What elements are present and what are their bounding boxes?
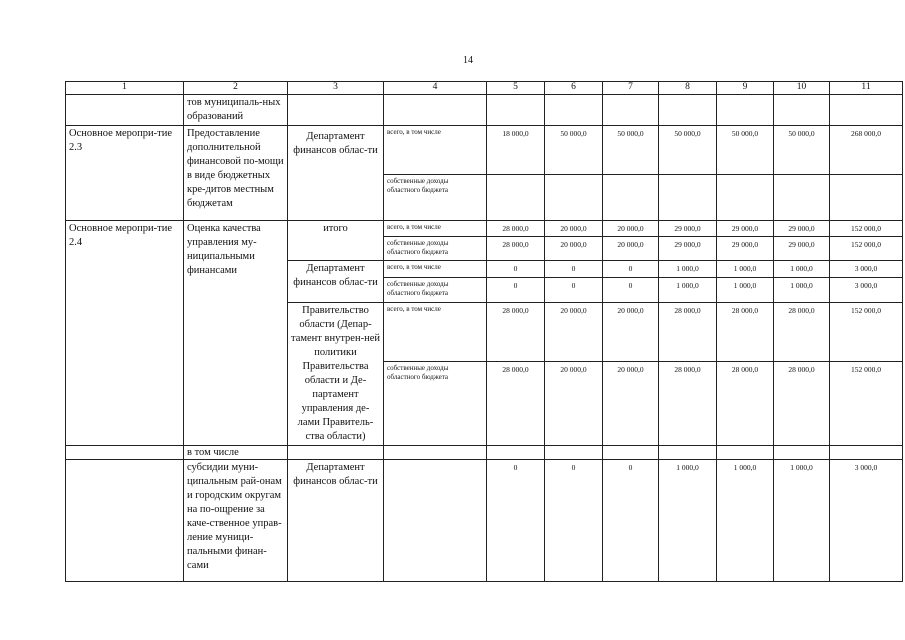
cell-value: 1 000,0	[659, 261, 717, 278]
cell	[603, 446, 659, 460]
cell	[384, 446, 487, 460]
cell-source: всего, в том числе	[384, 221, 487, 237]
budget-table	[65, 81, 903, 582]
cell	[659, 95, 717, 126]
cell	[66, 446, 184, 460]
cell-value: 50 000,0	[659, 126, 717, 175]
cell	[384, 460, 487, 582]
cell-value: 20 000,0	[545, 303, 603, 362]
cell-activity: Основное меропри-тие 2.4	[66, 221, 184, 446]
cell-value: 50 000,0	[603, 126, 659, 175]
cell-value: 0	[545, 261, 603, 278]
cell-value: 28 000,0	[774, 303, 830, 362]
cell-value: 1 000,0	[717, 460, 774, 582]
cell	[66, 95, 184, 126]
cell-executor: Правительство области (Депар-тамент внутрен-ней политики Правительства области и Де-партамент управления де-лами Правитель-ства области)	[288, 303, 384, 446]
cell-value: 1 000,0	[774, 278, 830, 303]
cell-value: 20 000,0	[545, 362, 603, 446]
cell-source: всего, в том числе	[384, 303, 487, 362]
cell	[717, 446, 774, 460]
cell-value: 28 000,0	[487, 237, 545, 261]
col-header: 7	[603, 82, 659, 95]
table-row	[66, 221, 903, 237]
col-header: 6	[545, 82, 603, 95]
cell-value: 28 000,0	[717, 362, 774, 446]
cell	[66, 460, 184, 582]
col-header: 2	[184, 82, 288, 95]
cell-value: 268 000,0	[830, 126, 903, 175]
cell-value: 3 000,0	[830, 261, 903, 278]
cell-value: 29 000,0	[659, 237, 717, 261]
cell	[717, 95, 774, 126]
col-header: 10	[774, 82, 830, 95]
cell-value: 50 000,0	[774, 126, 830, 175]
page-number: 14	[463, 55, 473, 66]
cell-value: 0	[487, 460, 545, 582]
col-header: 5	[487, 82, 545, 95]
cell	[774, 95, 830, 126]
cell	[545, 446, 603, 460]
cell-value: 152 000,0	[830, 221, 903, 237]
cell-value: 152 000,0	[830, 237, 903, 261]
cell-executor: итого	[288, 221, 384, 261]
header-row	[66, 82, 903, 95]
cell-source: собственные доходы областного бюджета	[384, 175, 487, 221]
cell-source: всего, в том числе	[384, 261, 487, 278]
cell-source: собственные доходы областного бюджета	[384, 278, 487, 303]
cell	[830, 175, 903, 221]
cell-value: 20 000,0	[603, 303, 659, 362]
cell-executor: Департамент финансов облас-ти	[288, 460, 384, 582]
table-row	[66, 95, 903, 126]
col-header: 1	[66, 82, 184, 95]
cell-source: всего, в том числе	[384, 126, 487, 175]
cell-value: 29 000,0	[774, 221, 830, 237]
cell-value: 0	[603, 460, 659, 582]
cell-value: 0	[487, 261, 545, 278]
cell-value: 28 000,0	[774, 362, 830, 446]
col-header: 9	[717, 82, 774, 95]
cell	[659, 175, 717, 221]
cell-value: 152 000,0	[830, 362, 903, 446]
table-row	[66, 460, 903, 582]
cell-value: 29 000,0	[774, 237, 830, 261]
cell-value: 152 000,0	[830, 303, 903, 362]
cell-value: 28 000,0	[717, 303, 774, 362]
cell-value: 1 000,0	[659, 460, 717, 582]
col-header: 11	[830, 82, 903, 95]
cell-value: 29 000,0	[659, 221, 717, 237]
cell-value: 18 000,0	[487, 126, 545, 175]
cell-value: 20 000,0	[603, 362, 659, 446]
cell	[603, 175, 659, 221]
cell	[545, 175, 603, 221]
cell-value: 28 000,0	[659, 303, 717, 362]
cell	[659, 446, 717, 460]
col-header: 8	[659, 82, 717, 95]
cell-value: 0	[545, 460, 603, 582]
cell-value: 28 000,0	[659, 362, 717, 446]
cell	[487, 95, 545, 126]
col-header: 3	[288, 82, 384, 95]
cell	[774, 446, 830, 460]
cell	[830, 446, 903, 460]
cell	[603, 95, 659, 126]
cell	[487, 175, 545, 221]
cell-value: 20 000,0	[545, 237, 603, 261]
cell-value: 20 000,0	[603, 221, 659, 237]
cell	[830, 95, 903, 126]
cell	[288, 446, 384, 460]
cell-name: Оценка качества управления му-ниципальными финансами	[184, 221, 288, 446]
cell	[545, 95, 603, 126]
cell-executor: Департамент финансов облас-ти	[288, 261, 384, 303]
cell-value: 0	[603, 278, 659, 303]
cell	[717, 175, 774, 221]
cell-value: 1 000,0	[717, 278, 774, 303]
cell-value: 50 000,0	[545, 126, 603, 175]
cell-value: 0	[545, 278, 603, 303]
cell-value: 28 000,0	[487, 221, 545, 237]
cell-value: 50 000,0	[717, 126, 774, 175]
cell-source: собственные доходы областного бюджета	[384, 362, 487, 446]
cell-name: субсидии муни-ципальным рай-онам и городским округам на по-ощрение за каче-ственное управ-ление муници-пальными финан-сами	[184, 460, 288, 582]
cell-value: 29 000,0	[717, 237, 774, 261]
cell-value: 29 000,0	[717, 221, 774, 237]
cell-name: в том числе	[184, 446, 288, 460]
cell-value: 20 000,0	[603, 237, 659, 261]
cell-value: 1 000,0	[659, 278, 717, 303]
cell-activity: Основное меропри-тие 2.3	[66, 126, 184, 221]
cell	[384, 95, 487, 126]
cell-value: 1 000,0	[774, 261, 830, 278]
cell-value: 1 000,0	[774, 460, 830, 582]
cell-value: 0	[603, 261, 659, 278]
table-row	[66, 126, 903, 175]
cell	[288, 95, 384, 126]
col-header: 4	[384, 82, 487, 95]
cell-value: 1 000,0	[717, 261, 774, 278]
cell-value: 3 000,0	[830, 278, 903, 303]
cell-source: собственные доходы областного бюджета	[384, 237, 487, 261]
cell-value: 3 000,0	[830, 460, 903, 582]
cell-name: Предоставление дополнительной финансовой по-мощи в виде бюджетных кре-дитов местным бюджетам	[184, 126, 288, 221]
cell-name: тов муниципаль-ных образований	[184, 95, 288, 126]
cell-value: 20 000,0	[545, 221, 603, 237]
cell	[487, 446, 545, 460]
cell-value: 28 000,0	[487, 362, 545, 446]
cell-value: 28 000,0	[487, 303, 545, 362]
table-row	[66, 446, 903, 460]
cell-value: 0	[487, 278, 545, 303]
cell-executor: Департамент финансов облас-ти	[288, 126, 384, 221]
cell	[774, 175, 830, 221]
